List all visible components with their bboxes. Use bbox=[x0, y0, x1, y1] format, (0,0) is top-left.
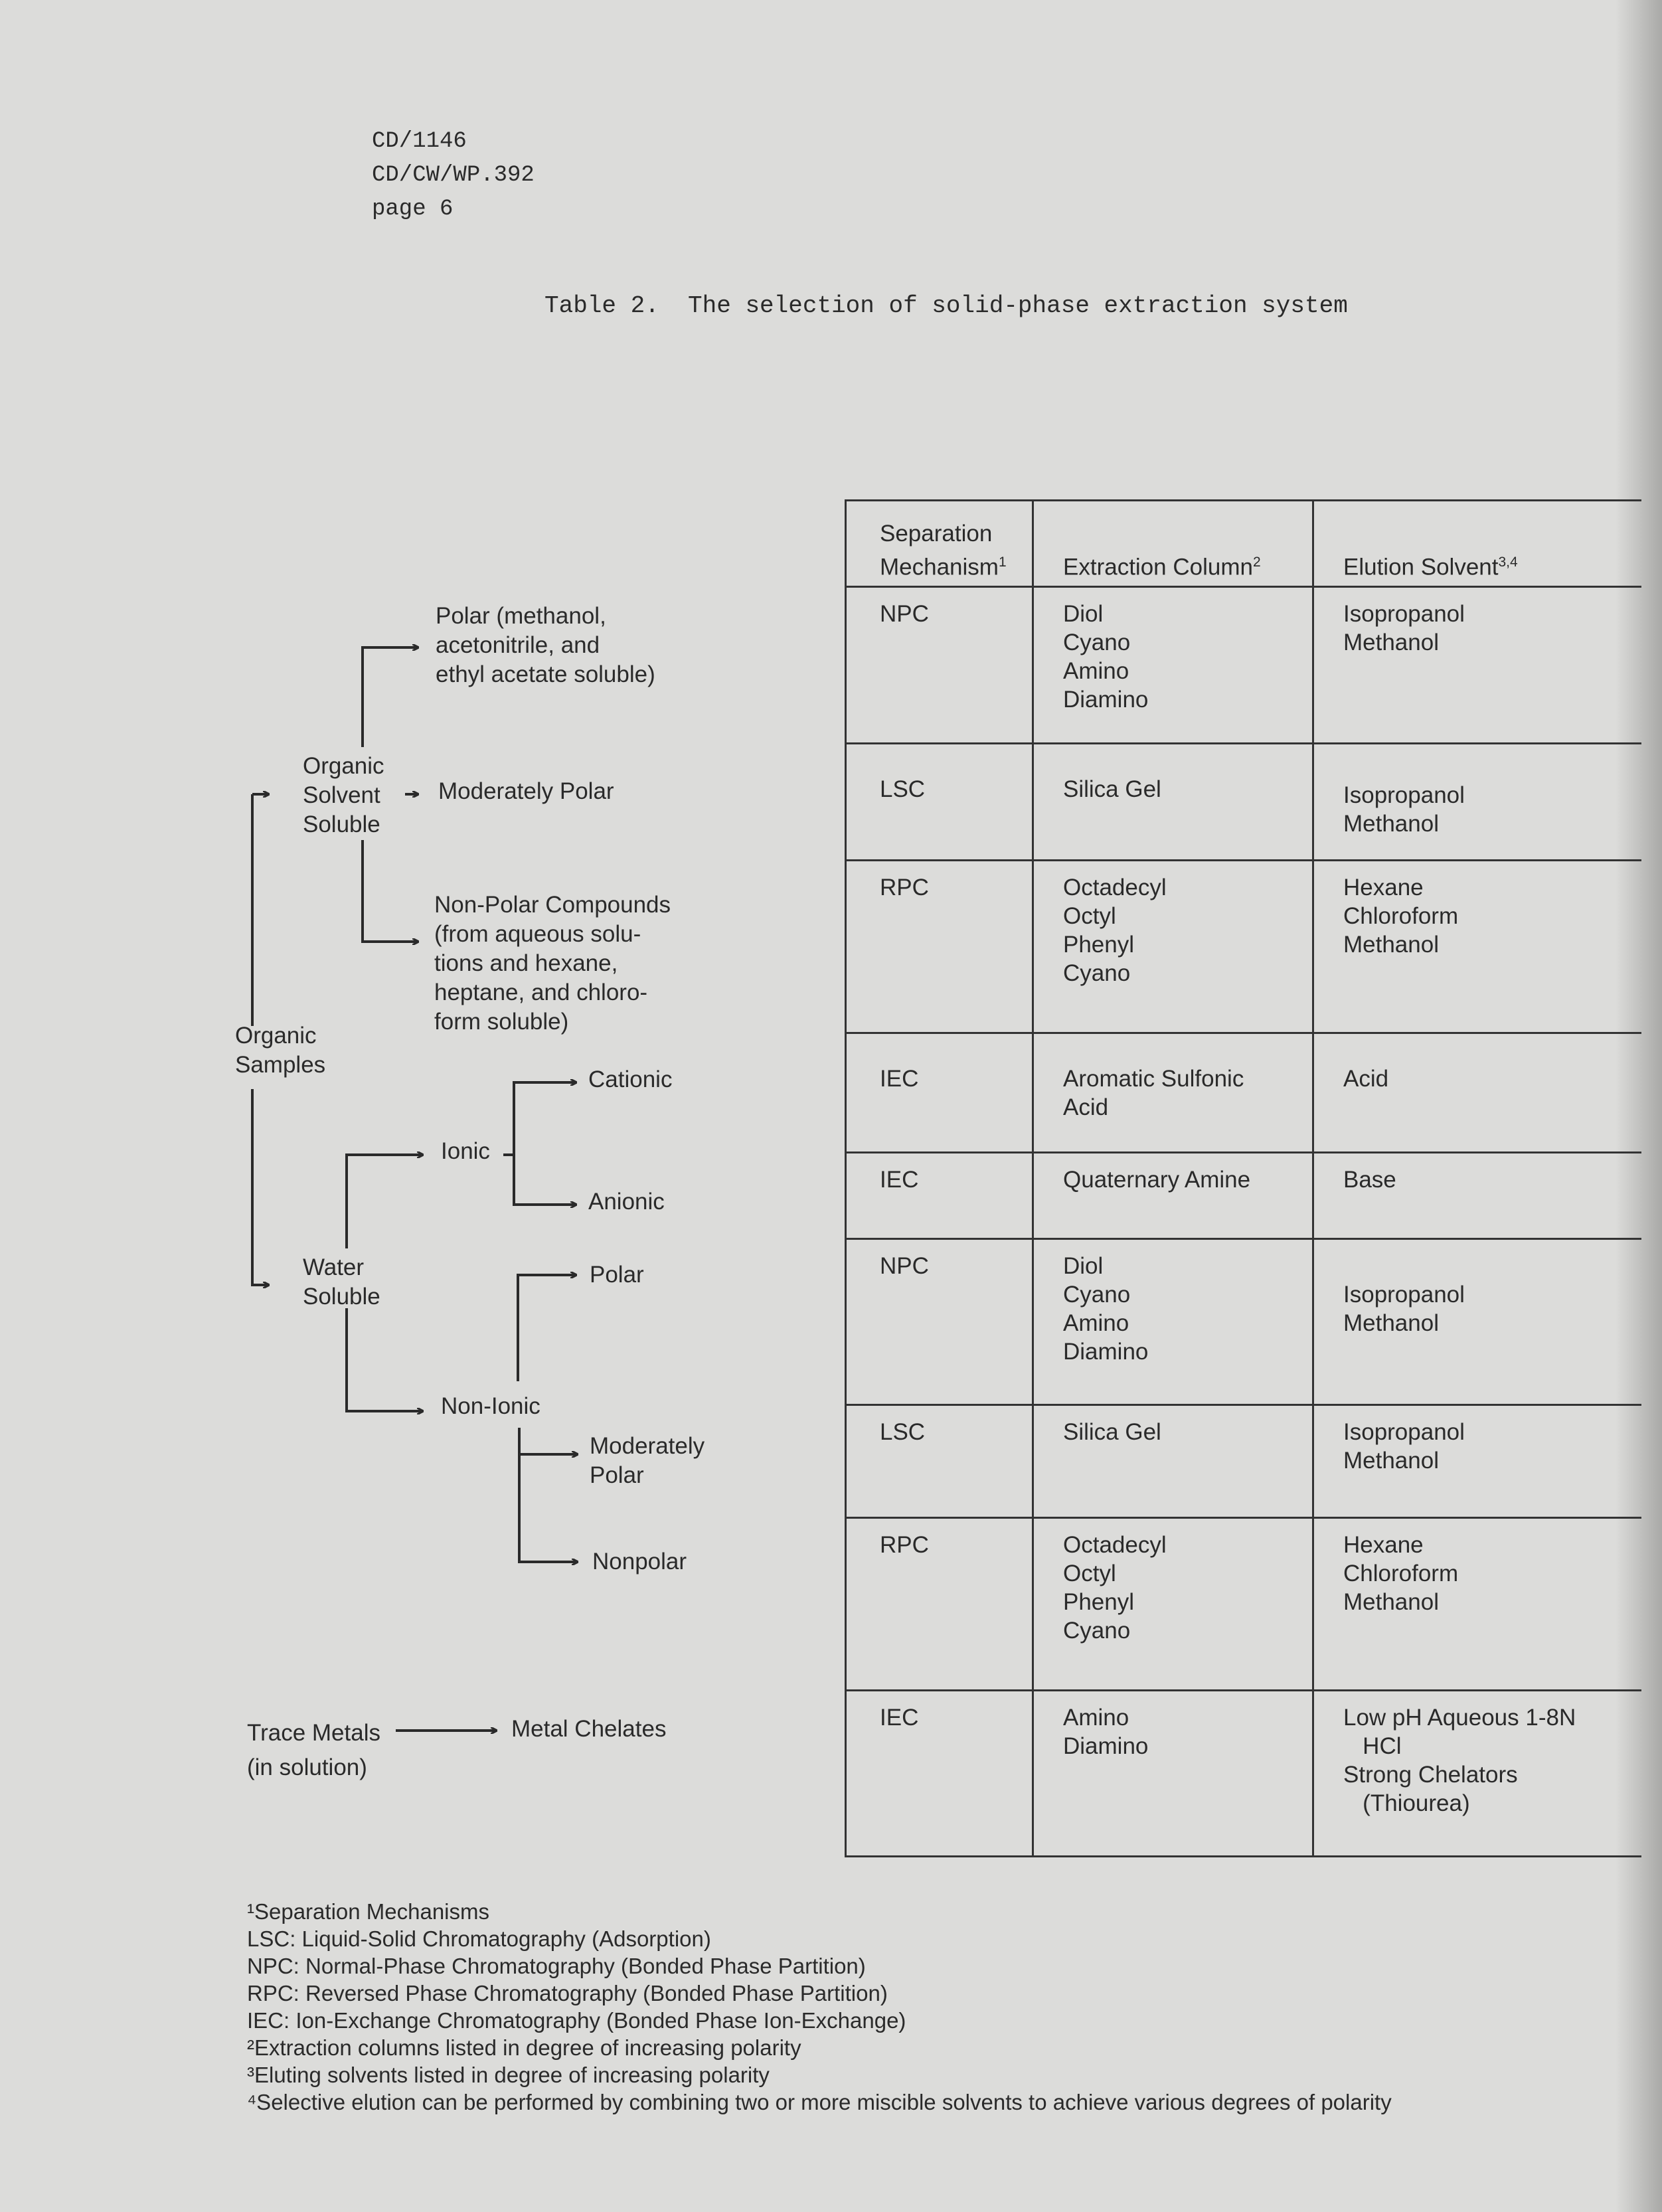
page-number: page 6 bbox=[372, 197, 454, 222]
cell-solvent: Isopropanol Methanol bbox=[1313, 1405, 1641, 1518]
node-organic-samples: Organic Samples bbox=[235, 1023, 326, 1078]
arrow-to-cationic bbox=[514, 1082, 576, 1202]
node-non-polar-compounds: Non-Polar Compounds (from aqueous solu- tions and hexane, heptane, and chloro- form soluble) bbox=[434, 892, 671, 1035]
cell-mechanism: IEC bbox=[846, 1033, 1033, 1153]
node-water-soluble: Water Soluble bbox=[303, 1254, 380, 1310]
cell-mechanism: LSC bbox=[846, 744, 1033, 861]
doc-ref-1: CD/1146 bbox=[372, 129, 467, 154]
table-caption: Table 2. The selection of solid-phase extraction system bbox=[544, 292, 1348, 319]
node-nonpolar: Nonpolar bbox=[592, 1549, 687, 1574]
footnote: LSC: Liquid-Solid Chromatography (Adsorption) bbox=[247, 1926, 711, 1951]
arrow-to-polar bbox=[518, 1275, 576, 1381]
table-row bbox=[846, 861, 1641, 1033]
extraction-system-table bbox=[845, 499, 1641, 1857]
table-row bbox=[846, 1691, 1641, 1857]
node-organic-solvent-soluble: Organic Solvent Soluble bbox=[303, 753, 384, 837]
cell-column: Quaternary Amine bbox=[1033, 1153, 1313, 1239]
footnote: ²Extraction columns listed in degree of increasing polarity bbox=[247, 2035, 801, 2060]
arrow-to-polar-solvent bbox=[363, 647, 418, 747]
node-polar: Polar bbox=[590, 1262, 644, 1288]
cell-column: Silica Gel bbox=[1033, 744, 1313, 861]
cell-solvent: Low pH Aqueous 1-8N HCl Strong Chelators (Thiourea) bbox=[1313, 1691, 1641, 1857]
arrow-to-water-soluble bbox=[252, 1089, 269, 1285]
node-ionic: Ionic bbox=[441, 1138, 490, 1164]
cell-solvent: Isopropanol Methanol bbox=[1313, 587, 1641, 744]
arrow-to-non-polar-compounds bbox=[363, 840, 418, 942]
header-extraction-column: Extraction Column$^2$ bbox=[1033, 501, 1313, 587]
footnote: ¹Separation Mechanisms bbox=[247, 1899, 489, 1924]
cell-mechanism: IEC bbox=[846, 1153, 1033, 1239]
arrow-to-anionic bbox=[514, 1109, 576, 1205]
cell-mechanism: NPC bbox=[846, 1239, 1033, 1405]
table-row bbox=[846, 1153, 1641, 1239]
cell-solvent: Hexane Chloroform Methanol bbox=[1313, 861, 1641, 1033]
footnote: NPC: Normal-Phase Chromatography (Bonded Phase Partition) bbox=[247, 1954, 866, 1978]
table-row bbox=[846, 744, 1641, 861]
node-moderately-polar: Moderately Polar bbox=[438, 778, 614, 804]
footnote: ⁴Selective elution can be performed by combining two or more miscible solvents to achieve various degrees of polarity bbox=[247, 2090, 1392, 2114]
footnote: RPC: Reversed Phase Chromatography (Bonded Phase Partition) bbox=[247, 1981, 888, 2005]
header-elution-solvent: Elution Solvent$^{3,4}$ bbox=[1313, 501, 1641, 587]
table-header-row bbox=[846, 501, 1641, 587]
node-trace-metals: Trace Metals (in solution) bbox=[247, 1720, 380, 1780]
table-row bbox=[846, 1518, 1641, 1691]
table-row bbox=[846, 1405, 1641, 1518]
cell-solvent: Hexane Chloroform Methanol bbox=[1313, 1518, 1641, 1691]
cell-column: Diol Cyano Amino Diamino bbox=[1033, 587, 1313, 744]
arrow-to-nonpolar bbox=[519, 1454, 578, 1562]
footnote: ³Eluting solvents listed in degree of increasing polarity bbox=[247, 2063, 770, 2087]
doc-ref-2: CD/CW/WP.392 bbox=[372, 163, 535, 188]
arrow-to-non-ionic bbox=[347, 1308, 423, 1411]
cell-solvent: Acid bbox=[1313, 1033, 1641, 1153]
cell-column: Octadecyl Octyl Phenyl Cyano bbox=[1033, 861, 1313, 1033]
cell-column: Silica Gel bbox=[1033, 1405, 1313, 1518]
node-polar-solvent: Polar (methanol, acetonitrile, and ethyl acetate soluble) bbox=[436, 603, 655, 687]
node-non-ionic: Non-Ionic bbox=[441, 1393, 540, 1419]
cell-mechanism: IEC bbox=[846, 1691, 1033, 1857]
arrow-to-ionic bbox=[347, 1155, 423, 1248]
flowchart-connectors bbox=[0, 0, 843, 1826]
cell-mechanism: NPC bbox=[846, 587, 1033, 744]
cell-column: Aromatic Sulfonic Acid bbox=[1033, 1033, 1313, 1153]
cell-column: Diol Cyano Amino Diamino bbox=[1033, 1239, 1313, 1405]
cell-mechanism: LSC bbox=[846, 1405, 1033, 1518]
node-metal-chelates: Metal Chelates bbox=[511, 1716, 667, 1742]
header-separation-mechanism: Separation Mechanism$^1$ bbox=[846, 501, 1033, 587]
table-row bbox=[846, 587, 1641, 744]
node-cationic: Cationic bbox=[588, 1066, 673, 1092]
cell-column: Amino Diamino bbox=[1033, 1691, 1313, 1857]
table-row bbox=[846, 1239, 1641, 1405]
node-anionic: Anionic bbox=[588, 1189, 665, 1215]
cell-solvent: Isopropanol Methanol bbox=[1313, 1239, 1641, 1405]
table-row bbox=[846, 1033, 1641, 1153]
cell-mechanism: RPC bbox=[846, 1518, 1033, 1691]
cell-solvent: Base bbox=[1313, 1153, 1641, 1239]
footnotes bbox=[247, 1898, 1392, 2116]
cell-mechanism: RPC bbox=[846, 861, 1033, 1033]
footnote: IEC: Ion-Exchange Chromatography (Bonded Phase Ion-Exchange) bbox=[247, 2008, 906, 2033]
cell-column: Octadecyl Octyl Phenyl Cyano bbox=[1033, 1518, 1313, 1691]
arrow-to-moderately-polar-2 bbox=[519, 1428, 578, 1454]
cell-solvent: Isopropanol Methanol bbox=[1313, 744, 1641, 861]
node-moderately-polar-2: Moderately Polar bbox=[590, 1433, 705, 1488]
